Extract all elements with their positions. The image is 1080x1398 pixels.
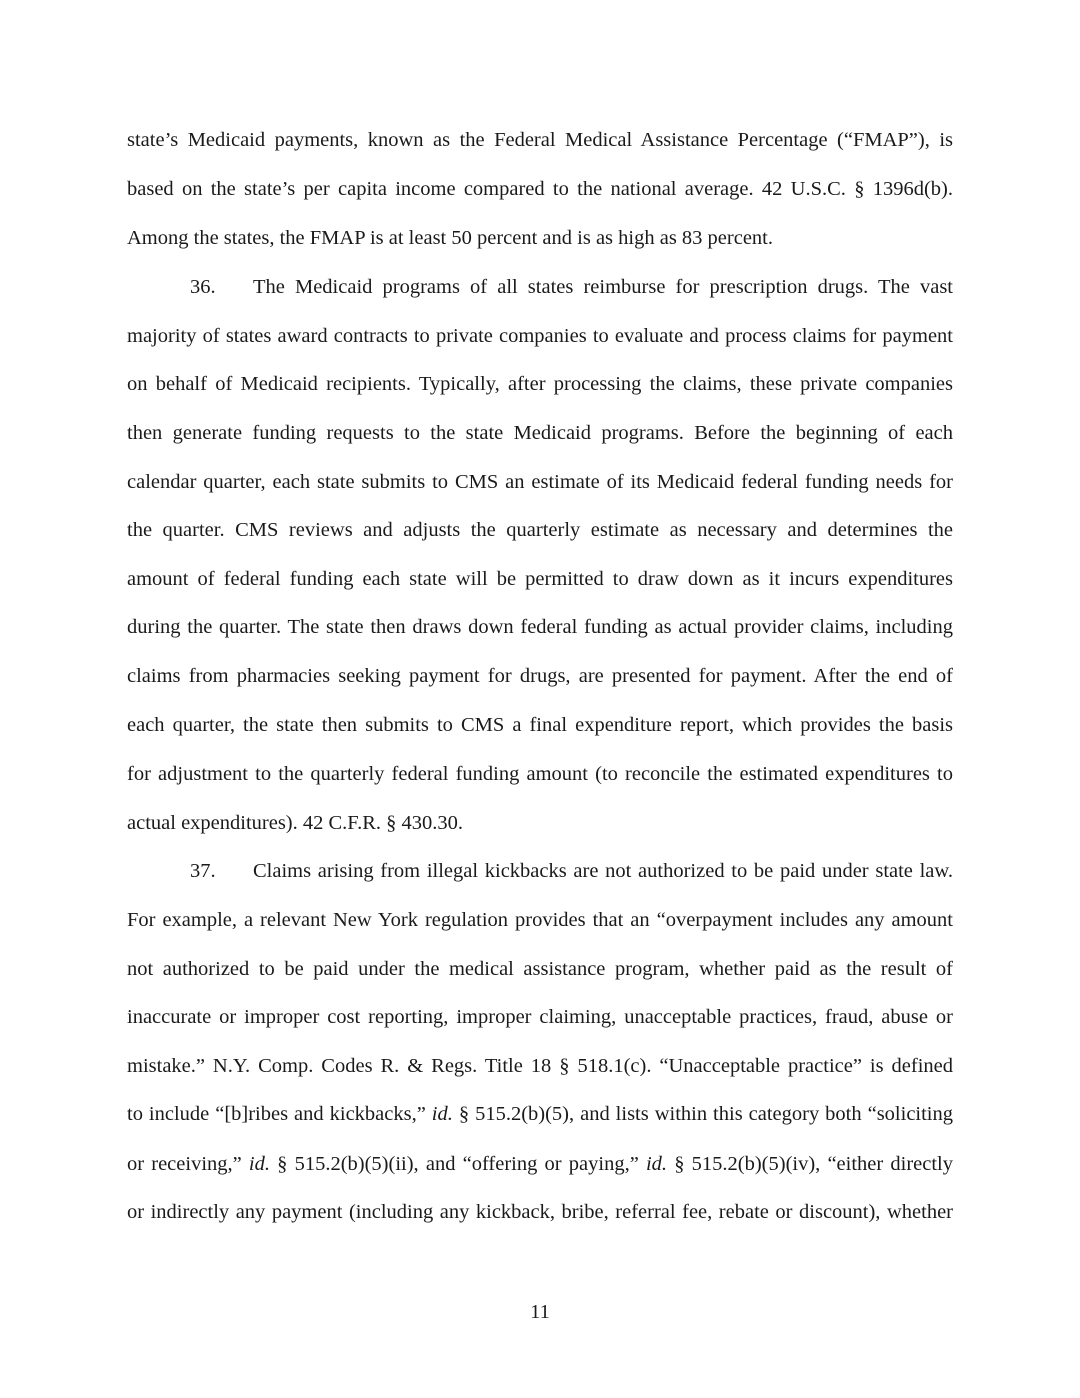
text-line: based on the state’s per capita income compared to the national average. 42 U.S.C. § 1396d(b). (127, 178, 953, 200)
citation-signal: id. (248, 1153, 270, 1175)
paragraph-36-first-line (127, 275, 953, 299)
text-line: on behalf of Medicaid recipients. Typically, after processing the claims, these private companies (127, 373, 953, 395)
text-line: for adjustment to the quarterly federal funding amount (to reconcile the estimated expenditures to (127, 763, 953, 785)
text-line: the quarter. CMS reviews and adjusts the quarterly estimate as necessary and determines the (127, 519, 953, 541)
paragraph-37-first-line (127, 859, 953, 883)
text-line: or indirectly any payment (including any kickback, bribe, referral fee, rebate or discount), whether (127, 1201, 953, 1223)
text-line: mistake.” N.Y. Comp. Codes R. & Regs. Title 18 § 518.1(c). “Unacceptable practice” is defined (127, 1055, 953, 1077)
text-line: not authorized to be paid under the medical assistance program, whether paid as the result of (127, 958, 953, 980)
text-line: then generate funding requests to the state Medicaid programs. Before the beginning of each (127, 422, 953, 444)
text-line: Claims arising from illegal kickbacks are not authorized to be paid under state law. (253, 860, 953, 882)
paragraph-number: 37. (190, 860, 216, 882)
text-line: actual expenditures). 42 C.F.R. § 430.30. (127, 812, 463, 834)
text-line: majority of states award contracts to private companies to evaluate and process claims for payment (127, 325, 953, 347)
citation-signal: id. (645, 1153, 668, 1175)
text-line: or receiving,” id. § 515.2(b)(5)(ii), and “offering or paying,” id. § 515.2(b)(5)(iv), “either directly (127, 1153, 954, 1175)
text-line: Among the states, the FMAP is at least 50 percent and is as high as 83 percent. (127, 227, 774, 249)
text-line: during the quarter. The state then draws down federal funding as actual provider claims, including (127, 616, 953, 638)
text-line: For example, a relevant New York regulation provides that an “overpayment includes any amount (127, 909, 953, 931)
text-line: amount of federal funding each state will be permitted to draw down as it incurs expenditures (127, 568, 953, 590)
paragraph-number: 36. (190, 276, 216, 298)
citation-signal: id. (431, 1103, 453, 1125)
text-line: state’s Medicaid payments, known as the Federal Medical Assistance Percentage (“FMAP”), is (127, 129, 953, 151)
text-line: calendar quarter, each state submits to CMS an estimate of its Medicaid federal funding needs for (127, 471, 953, 493)
text-line: inaccurate or improper cost reporting, improper claiming, unacceptable practices, fraud, abuse or (127, 1006, 953, 1028)
page-number: 11 (530, 1301, 550, 1323)
text-line: each quarter, the state then submits to CMS a final expenditure report, which provides the basis (127, 714, 953, 736)
text-line: The Medicaid programs of all states reimburse for prescription drugs. The vast (253, 276, 953, 298)
text-line: to include “[b]ribes and kickbacks,” id. § 515.2(b)(5), and lists within this category both “soliciting (127, 1103, 954, 1125)
text-line: claims from pharmacies seeking payment for drugs, are presented for payment. After the end of (127, 665, 953, 687)
